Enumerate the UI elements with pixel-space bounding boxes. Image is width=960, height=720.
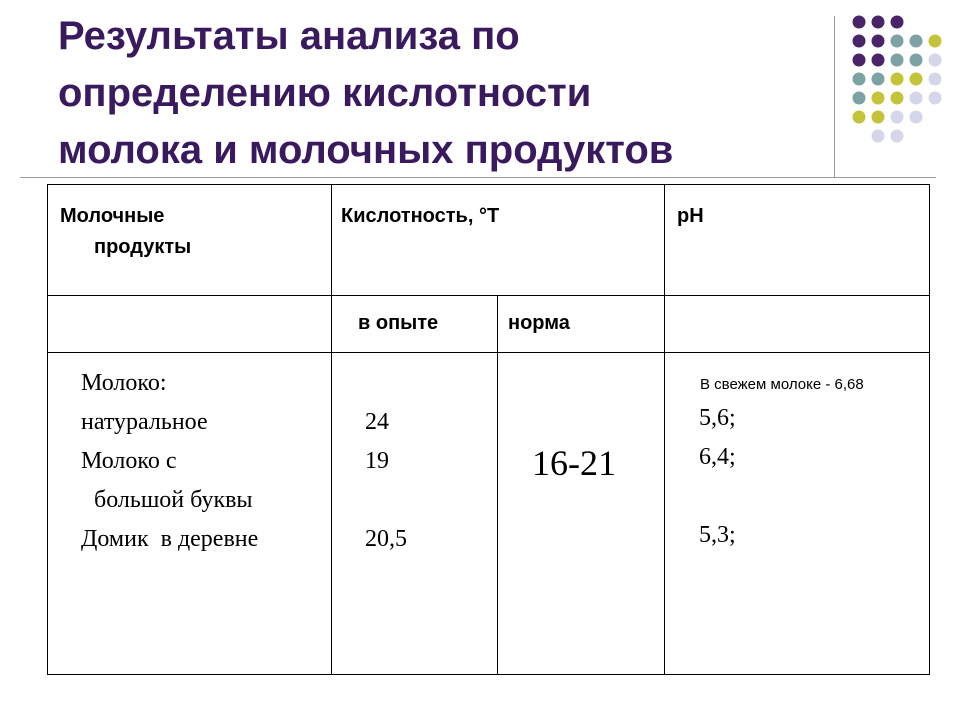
ph-value-natural: 5,6;	[699, 405, 736, 431]
decor-dot	[891, 92, 904, 105]
decor-dot	[891, 16, 904, 29]
decor-dot	[872, 16, 885, 29]
ph-note: В свежем молоке - 6,68	[700, 376, 864, 393]
decor-dot	[929, 92, 942, 105]
norm-cell	[498, 353, 665, 675]
subheader-norm: норма	[508, 312, 570, 334]
ph-value-capital: 6,4;	[699, 444, 736, 470]
decor-dot	[910, 92, 923, 105]
header-acidity: Кислотность, °Т	[341, 205, 500, 227]
header-cell-acidity	[332, 185, 665, 296]
decor-dot	[891, 111, 904, 124]
decor-dot	[872, 92, 885, 105]
decor-dot	[929, 54, 942, 67]
subheader-cell-norm	[498, 296, 665, 353]
decor-dot	[910, 35, 923, 48]
table-subheader-row	[48, 296, 930, 353]
decorative-horizontal-line	[20, 177, 936, 178]
decorative-dot-grid	[840, 10, 960, 160]
title-line-2: определению кислотности	[58, 71, 592, 115]
product-line-1: Молоко:	[81, 370, 167, 396]
subheader-cell-experiment	[332, 296, 498, 353]
decor-dot	[853, 16, 866, 29]
decor-dot	[929, 35, 942, 48]
decor-dot	[872, 111, 885, 124]
product-line-4: большой буквы	[94, 487, 253, 513]
decor-dot	[891, 130, 904, 143]
decor-dot	[872, 54, 885, 67]
decorative-vertical-line	[834, 16, 835, 178]
acidity-value-domik: 20,5	[365, 526, 407, 552]
decor-dot	[853, 111, 866, 124]
decor-dot	[853, 92, 866, 105]
header-cell-ph	[665, 185, 930, 296]
decor-dot	[910, 111, 923, 124]
decor-dot	[891, 35, 904, 48]
product-line-3: Молоко с	[81, 448, 177, 474]
header-products-line2: продукты	[94, 236, 192, 258]
title-line-1: Результаты анализа по	[58, 14, 520, 58]
header-cell-products	[48, 185, 332, 296]
acidity-values-cell	[332, 353, 498, 675]
ph-value-domik: 5,3;	[699, 522, 736, 548]
decor-dot	[910, 73, 923, 86]
ph-cell	[665, 353, 930, 675]
slide-title	[58, 8, 818, 179]
subheader-empty-cell-ph	[665, 296, 930, 353]
decor-dot	[910, 54, 923, 67]
subheader-empty-cell	[48, 296, 332, 353]
acidity-table	[47, 184, 930, 675]
decor-dot	[929, 73, 942, 86]
decor-dot	[853, 54, 866, 67]
decor-dot	[853, 73, 866, 86]
table-header-row	[48, 185, 930, 296]
subheader-in-experiment: в опыте	[358, 312, 439, 334]
decor-dot	[853, 35, 866, 48]
header-products-line1: Молочные	[60, 205, 165, 227]
table-data-row	[48, 353, 930, 675]
acidity-value-natural: 24	[365, 409, 389, 435]
products-cell	[48, 353, 332, 675]
product-line-2: натуральное	[81, 409, 208, 435]
title-line-3: молока и молочных продуктов	[58, 128, 674, 172]
decor-dot	[872, 73, 885, 86]
decor-dot	[872, 130, 885, 143]
acidity-value-capital: 19	[365, 448, 389, 474]
decor-dot	[891, 73, 904, 86]
norm-value: 16-21	[532, 443, 616, 483]
product-line-5: Домик в деревне	[81, 526, 259, 552]
decor-dot	[891, 54, 904, 67]
header-ph: рН	[677, 205, 704, 227]
decor-dot	[872, 35, 885, 48]
